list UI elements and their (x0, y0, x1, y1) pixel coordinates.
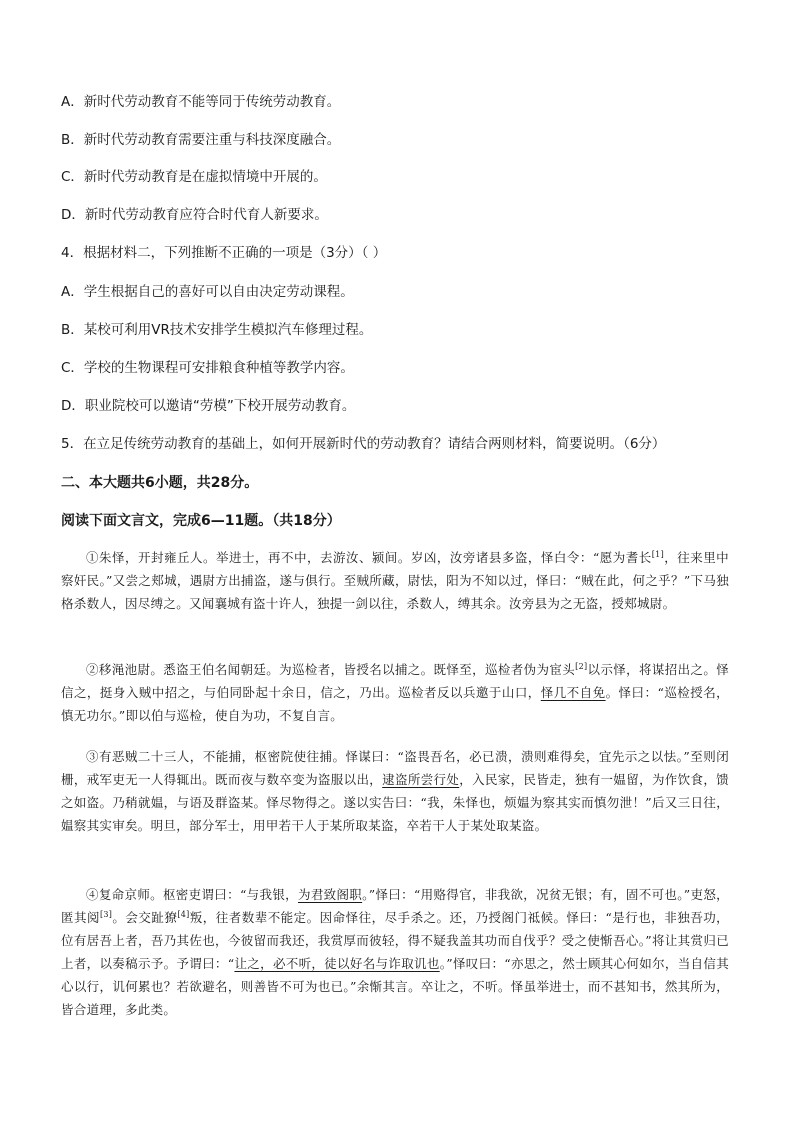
paragraph-1 (61, 546, 729, 615)
paragraph-1-text-a: ①朱怿，开封雍丘人。举进士，再不中，去游汝、颍间。岁凶，汝旁诸县多盗，怿白令：“愿为耆长 (86, 550, 652, 565)
paragraph-4-text-b: 。”怿曰：“用赂得官，非我欲，况贫无银；有，固不可也。”吏怒，匿其阅 (61, 887, 729, 925)
reading-title: 阅读下面文言文，完成6—11题。（共18分） (61, 513, 341, 529)
paragraph-2 (61, 658, 729, 727)
paragraph-4-text-e: 。”怿叹曰：“亦思之，然士顾其心何如尔，当自信其心以行，讥何累也？若欲避名，则善皆不可为也已。”余惭其言。卒让之，不听。怿虽举进士，而不甚知书，然其所为，皆合道理，多此类。 (61, 956, 730, 1017)
option-3d: D．新时代劳动教育应符合时代育人新要求。 (61, 207, 328, 223)
underlined-phrase-3: 为君致阁职 (297, 887, 363, 902)
paragraph-2-text-c: 。怿曰：“巡检授名，慎无功尔。”即以伯与巡检，使自为功，不复自言。 (61, 685, 729, 723)
paragraph-3 (61, 745, 729, 837)
footnote-1-marker: [1] (651, 549, 664, 559)
paragraph-2-text-b: 以示怿，将谋招出之。怿信之，挺身入贼中招之，与伯同卧起十余日，信之，乃出。巡检者反以兵邀于山口， (61, 662, 729, 700)
footnote-3-marker: [3] (99, 909, 113, 919)
option-4a: A．学生根据自己的喜好可以自由决定劳动课程。 (61, 284, 354, 300)
underlined-phrase-4: 让之，必不听，徒以好名与诈取讥也 (234, 956, 440, 971)
paragraph-1-text-b: ，往来里中察奸民。”又尝之郏城，遇尉方出捕盗，遂与俱行。至贼所藏，尉怯，阳为不知以过，怿曰：“贼在此，何之乎？”下马独格杀数人，因尽缚之。又闻襄城有盗十许人，独提一剑以往，杀数人，缚其余。汝旁县为之无盗，授郏城尉。 (61, 550, 729, 611)
option-3b: B．新时代劳动教育需要注重与科技深度融合。 (61, 132, 341, 148)
paragraph-3-text-b: ，入民家，民皆走，独有一媪留，为作饮食，馈之如盗。乃稍就媪，与语及群盗某。怿尽物得之。遂以实告曰：“我，朱怿也，烦媪为察其实而慎勿泄！”后又三日往，媪察其实审矣。明旦，部分军士，用甲若干人于某所取某盗，卒若干人于某处取某盗。 (61, 772, 729, 833)
question-5: 5．在立足传统劳动教育的基础上，如何开展新时代的劳动教育？请结合两则材料，简要说明。（6分） (61, 436, 666, 452)
paragraph-4-text-d: 叛，往者数辈不能定。因命怿往，尽手杀之。还，乃授阁门祗候。怿曰：“是行也，非独吾功，位有居吾上者，吾乃其佐也，今彼留而我还，我赏厚而彼轻，得不疑我盖其功而自伐乎？受之使惭吾心。”将让其赏归已上者，以奏稿示予。予谓曰：“ (61, 910, 729, 971)
paragraph-4-text-a: ④复命京师。枢密吏谓曰：“与我银， (86, 887, 298, 902)
footnote-4-marker: [4] (177, 909, 190, 919)
option-4b: B．某校可利用VR技术安排学生模拟汽车修理过程。 (61, 322, 373, 338)
section-2-title: 二、本大题共6小题，共28分。 (61, 475, 259, 491)
paragraph-4 (61, 883, 729, 1021)
footnote-2-marker: [2] (575, 661, 588, 671)
underlined-phrase-1: 怿几不自免 (540, 685, 606, 700)
question-4-stem: 4．根据材料二，下列推断不正确的一项是（3分）（ ） (61, 245, 387, 261)
option-4c: C．学校的生物课程可安排粮食种植等教学内容。 (61, 360, 354, 376)
option-3a: A．新时代劳动教育不能等同于传统劳动教育。 (61, 94, 341, 110)
paragraph-2-text-a: ②移渑池尉。悉盗王伯名闻朝廷。为巡检者，皆授名以捕之。既怿至，巡检者伪为宦头 (86, 662, 576, 677)
option-4d: D．职业院校可以邀请“劳模”下校开展劳动教育。 (61, 398, 356, 414)
paragraph-4-text-c: 。会交趾獠 (112, 910, 178, 925)
underlined-phrase-2: 逮盗所尝行处 (382, 772, 460, 787)
paragraph-3-text-a: ③有恶贼二十三人，不能捕，枢密院使往捕。怿谋曰：“盗畏吾名，必已溃，溃则难得矣，宜先示之以怯。”至则闭栅，戒军吏无一人得辄出。既而夜与数卒变为盗服以出， (61, 749, 729, 787)
option-3c: C．新时代劳动教育是在虚拟情境中开展的。 (61, 169, 327, 185)
